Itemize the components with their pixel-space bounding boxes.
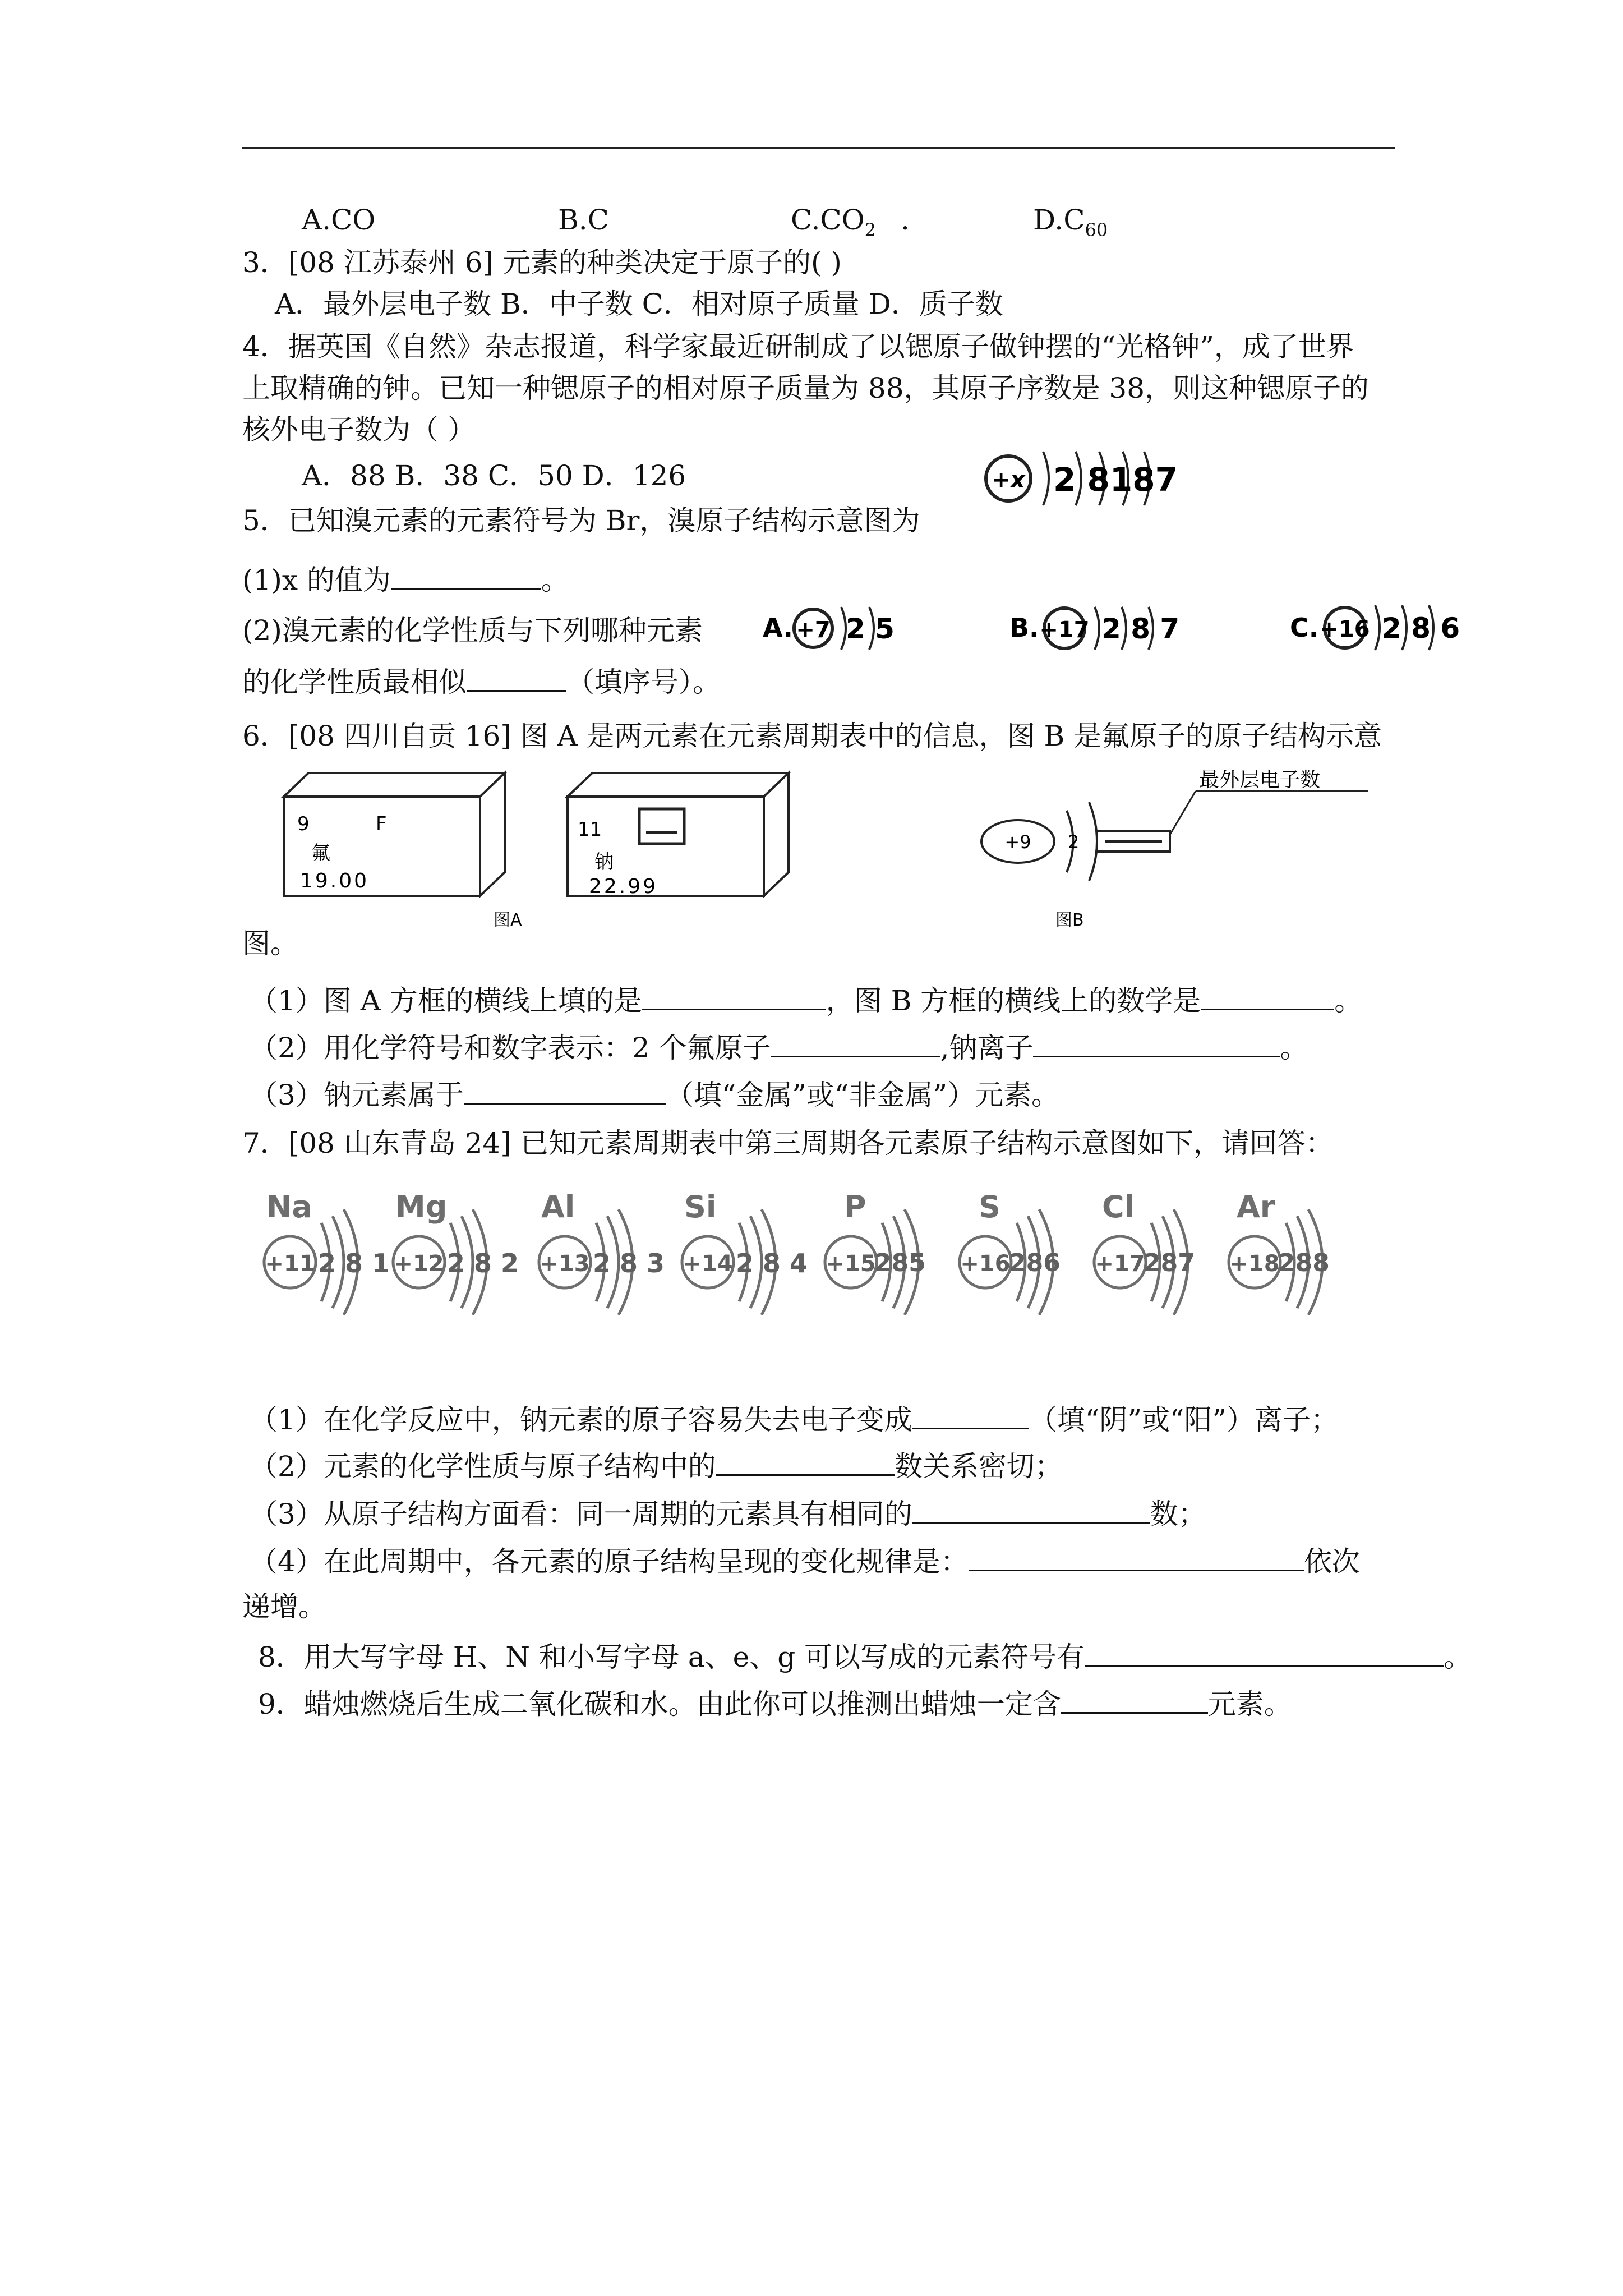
atom-cl-shells: 287 — [1144, 1249, 1195, 1277]
atom-mg-symbol: Mg — [395, 1189, 448, 1225]
atom-s-shells: 286 — [1009, 1249, 1061, 1277]
atom-al-symbol: Al — [541, 1189, 575, 1225]
q6-blank-4[interactable] — [1033, 1029, 1280, 1057]
q3-stem: 3．[08 江苏泰州 6] 元素的种类决定于原子的( ) — [242, 246, 842, 279]
q7-part1: （1）在化学反应中，钠元素的原子容易失去电子变成 （填“阴”或“阳”）离子； — [250, 1401, 1339, 1437]
atom-mg-shells: 2 8 2 — [447, 1248, 519, 1278]
q7-third-period-diagrams — [255, 1178, 1354, 1346]
q6-stem: 6．[08 四川自贡 16] 图 A 是两元素在元素周期表中的信息，图 B 是氟原子的原子结构示意 — [242, 720, 1382, 752]
q6-blank-3[interactable] — [771, 1029, 940, 1057]
atom-ar — [1229, 1189, 1330, 1315]
q9-blank[interactable] — [1061, 1685, 1208, 1714]
q6-blank-2[interactable] — [1201, 982, 1334, 1010]
q4-options: A．88 B．38 C．50 D．126 — [302, 459, 686, 492]
box-f-name: 氟 — [311, 842, 330, 864]
q2-option-c: $C.CO_2$ . — [791, 204, 910, 241]
atom-al-shells: 2 8 3 — [593, 1248, 665, 1278]
q2-option-b: B.C — [558, 204, 609, 236]
figure-b-fluorine-structure — [965, 763, 1413, 931]
q2-option-a: A.CO — [302, 204, 376, 236]
atom-s — [960, 1189, 1061, 1315]
q8: 8．用大写字母 H、N 和小写字母 a、e、g 可以写成的元素符号有 。 — [258, 1638, 1472, 1674]
q6-part1: （1）图 A 方框的横线上填的是 ，图 B 方框的横线上的数学是 。 — [250, 982, 1362, 1018]
box-f-mass: 19.00 — [300, 869, 370, 892]
q7-blank-1[interactable] — [912, 1401, 1029, 1429]
atom-si-symbol: Si — [684, 1189, 717, 1225]
br-nucleus: +x — [992, 467, 1025, 493]
atom-cl — [1094, 1189, 1195, 1315]
bromine-structure-diagram — [976, 440, 1178, 519]
q9: 9．蜡烛燃烧后生成二氧化碳和水。由此你可以推测出蜡烛一定含 元素。 — [258, 1685, 1292, 1721]
box-na-name: 钠 — [594, 851, 614, 873]
q5-blank-2[interactable] — [467, 663, 566, 692]
header-rule — [242, 147, 1395, 149]
q5-part2-line2: 的化学性质最相似 （填序号）。 — [242, 663, 721, 699]
atom-s-nucleus: +16 — [960, 1251, 1011, 1277]
q7-blank-4[interactable] — [969, 1543, 1304, 1571]
atom-cl-nucleus: +17 — [1095, 1251, 1145, 1277]
atom-ar-symbol: Ar — [1237, 1189, 1275, 1225]
q7-blank-2[interactable] — [716, 1447, 895, 1476]
figure-a-caption: 图A — [494, 910, 522, 930]
figure-a-periodic-boxes — [280, 763, 813, 931]
q7-blank-3[interactable] — [912, 1495, 1150, 1524]
choice-c-label: C. — [1290, 613, 1319, 643]
q6-stem-end: 图。 — [242, 927, 298, 960]
atom-p-symbol: P — [844, 1189, 866, 1225]
atom-na-symbol: Na — [266, 1189, 312, 1225]
choice-a-label: A. — [763, 613, 793, 643]
q2-option-d: $D.C_{60}$ — [1033, 204, 1108, 241]
box-na-mass: 22.99 — [589, 875, 658, 898]
q7-part4: （4）在此周期中，各元素的原子结构呈现的变化规律是： 依次 — [250, 1543, 1360, 1579]
atom-ar-nucleus: +18 — [1229, 1251, 1280, 1277]
q4-line2: 上取精确的钟。已知一种锶原子的相对原子质量为 88，其原子序数是 38，则这种锶原子的 — [242, 372, 1370, 404]
q4-line3: 核外电子数为（ ） — [242, 413, 476, 446]
choice-b-nucleus: +17 — [1039, 617, 1090, 643]
figure-b-caption: 图B — [1055, 910, 1084, 930]
figb-shell: 2 — [1068, 831, 1080, 853]
choice-b-shells: 2 8 7 — [1101, 613, 1180, 645]
q8-blank[interactable] — [1085, 1638, 1444, 1667]
q7-part3: （3）从原子结构方面看：同一周期的元素具有相同的 数； — [250, 1495, 1206, 1531]
q5-part1: (1)x 的值为 。 — [242, 561, 569, 597]
q5-choice-c — [1290, 592, 1481, 656]
q5-stem: 5．已知溴元素的元素符号为 Br，溴原子结构示意图为 — [242, 504, 920, 537]
box-f-symbol: F — [376, 813, 387, 835]
choice-c-nucleus: +16 — [1320, 616, 1370, 642]
q6-part3: （3）钠元素属于 （填“金属”或“非金属”）元素。 — [250, 1076, 1059, 1112]
q5-blank-1[interactable] — [391, 561, 541, 590]
figb-callout: 最外层电子数 — [1199, 769, 1321, 792]
atom-si — [682, 1189, 808, 1315]
atom-p-shells: 285 — [874, 1249, 926, 1277]
atom-mg — [393, 1189, 519, 1315]
atom-si-shells: 2 8 4 — [736, 1248, 808, 1278]
choice-b-label: B. — [1009, 613, 1039, 643]
q6-blank-5[interactable] — [464, 1076, 666, 1105]
q7-stem: 7．[08 山东青岛 24] 已知元素周期表中第三周期各元素原子结构示意图如下，请回答： — [242, 1127, 1334, 1159]
box-f-number: 9 — [297, 813, 310, 835]
atom-p-nucleus: +15 — [826, 1251, 876, 1277]
br-shells: 2 8187 — [1053, 461, 1178, 499]
q5-choice-b — [1009, 595, 1200, 656]
atom-si-nucleus: +14 — [683, 1251, 733, 1277]
q5-choice-a — [763, 595, 931, 656]
q4-line1: 4．据英国《自然》杂志报道，科学家最近研制成了以锶原子做钟摆的“光格钟”，成了世界 — [242, 330, 1354, 363]
choice-a-shells: 2 5 — [846, 613, 895, 645]
q7-part2: （2）元素的化学性质与原子结构中的 数关系密切； — [250, 1447, 1063, 1483]
atom-na-nucleus: +11 — [265, 1251, 315, 1277]
box-na-number: 11 — [578, 818, 602, 841]
atom-na — [264, 1189, 390, 1315]
choice-a-nucleus: +7 — [796, 617, 831, 643]
atom-mg-nucleus: +12 — [394, 1251, 444, 1277]
atom-al-nucleus: +13 — [540, 1251, 590, 1277]
atom-na-shells: 2 8 1 — [318, 1248, 390, 1278]
figb-nucleus: +9 — [1004, 831, 1031, 853]
q5-part2-line1: (2)溴元素的化学性质与下列哪种元素 — [242, 614, 703, 647]
atom-s-symbol: S — [979, 1189, 1000, 1225]
choice-c-shells: 2 8 6 — [1382, 612, 1460, 645]
atom-al — [539, 1189, 665, 1315]
atom-ar-shells: 288 — [1278, 1249, 1330, 1277]
q6-part2: （2）用化学符号和数字表示：2 个氟原子 ,钠离子 。 — [250, 1029, 1308, 1065]
q6-blank-1[interactable] — [642, 982, 826, 1010]
q3-options: A．最外层电子数 B．中子数 C．相对原子质量 D．质子数 — [275, 288, 1003, 320]
q7-part4-end: 递增。 — [242, 1590, 326, 1623]
atom-cl-symbol: Cl — [1102, 1189, 1135, 1225]
atom-p — [825, 1189, 926, 1315]
